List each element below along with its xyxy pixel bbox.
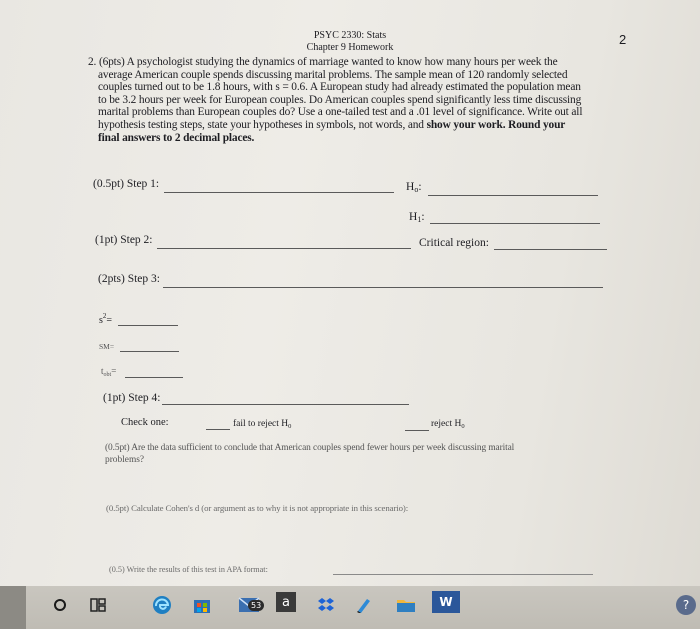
variance-label xyxy=(99,312,112,326)
t-obtained-label xyxy=(101,366,116,378)
critical-region-answer-line[interactable] xyxy=(494,249,607,250)
reject-subscript: 0 xyxy=(461,423,465,430)
start-corner xyxy=(0,586,26,629)
t-letter: t xyxy=(101,366,104,376)
h0-label: $H_o$: xyxy=(406,181,422,194)
problem-line-7-bold: final answers to 2 decimal places. xyxy=(98,131,255,144)
apa-answer-line[interactable] xyxy=(333,574,593,575)
search-icon[interactable] xyxy=(48,594,72,616)
step3-answer-line[interactable] xyxy=(163,287,603,288)
problem-line-4: to be 3.2 hours per week for European couples. Do American couples spend significantly less time discussing xyxy=(98,93,582,106)
problem-line-3: couples turned out to be 1.8 hours, with s = 0.6. A European study had already estimated the population mean xyxy=(98,81,581,94)
standard-error-label: SM= xyxy=(99,342,115,351)
problem-line-6-text: hypothesis testing steps, state your hypotheses in symbols, not words, and xyxy=(98,118,424,131)
help-icon[interactable]: ? xyxy=(676,595,696,615)
h0-answer-line[interactable] xyxy=(428,195,598,196)
file-explorer-icon[interactable] xyxy=(396,594,416,616)
t-obtained-answer-line[interactable] xyxy=(125,377,183,378)
edge-browser-icon[interactable] xyxy=(150,594,174,616)
course-title: PSYC 2330: Stats xyxy=(313,30,387,41)
mail-badge: 53 xyxy=(248,600,264,611)
step3-label: (2pts) Step 3: xyxy=(98,273,160,285)
page-number: 2 xyxy=(619,32,627,47)
h0-letter: H xyxy=(406,181,415,193)
app-a-icon[interactable]: a xyxy=(276,592,296,612)
problem-statement xyxy=(88,56,628,144)
h1-subscript: 1 xyxy=(417,215,422,224)
pen-icon[interactable] xyxy=(354,594,374,616)
h1-answer-line[interactable] xyxy=(430,223,600,224)
sufficient-question-line-1: (0.5pt) Are the data sufficient to conclude that American couples spend fewer hours per week discussing marital xyxy=(105,443,515,453)
reject-checkbox-line[interactable] xyxy=(405,430,429,431)
fail-to-reject-text: fail to reject H xyxy=(233,419,289,429)
t-equals: = xyxy=(111,366,117,376)
reject-text: reject H xyxy=(431,419,462,429)
problem-line-5: marital problems than European couples do? Use a one-tailed test and a .01 level of significance. Write out all xyxy=(98,106,583,119)
standard-error-answer-line[interactable] xyxy=(120,351,179,352)
variance-letter: s xyxy=(99,315,103,326)
h1-label: $H_1$: xyxy=(409,211,425,224)
check-one-label: Check one: xyxy=(121,417,169,428)
chapter-title: Chapter 9 Homework xyxy=(306,42,394,53)
variance-superscript: 2 xyxy=(102,312,107,320)
critical-region-label: Critical region: xyxy=(419,237,489,249)
fail-to-reject-checkbox-line[interactable] xyxy=(206,429,230,430)
problem-line-7 xyxy=(88,132,628,145)
sufficient-question-line-2: problems? xyxy=(105,455,145,465)
problem-line-6 xyxy=(88,119,628,132)
t-subscript: obt xyxy=(103,372,112,378)
step1-answer-line[interactable] xyxy=(164,192,394,193)
problem-line-2: average American couple spends discussing marital problems. The sample mean of 120 randomly selected xyxy=(98,68,568,81)
store-icon[interactable] xyxy=(190,594,214,616)
step2-answer-line[interactable] xyxy=(157,248,411,249)
dropbox-icon[interactable] xyxy=(316,594,336,616)
word-icon[interactable]: W xyxy=(432,591,460,613)
variance-equals: = xyxy=(106,315,113,326)
cohens-d-question: (0.5pt) Calculate Cohen's d (or argument as to why it is not appropriate in this scenario): xyxy=(106,503,409,513)
reject-option xyxy=(431,419,465,430)
mail-icon[interactable] xyxy=(232,594,266,616)
h0-subscript: o xyxy=(414,185,419,194)
taskbar xyxy=(0,586,700,629)
problem-line-1: 2. (6pts) A psychologist studying the dynamics of marriage wanted to know how many hours per week the xyxy=(88,56,558,68)
fail-to-reject-option xyxy=(233,419,291,430)
step2-label: (1pt) Step 2: xyxy=(95,234,153,246)
h1-letter: H xyxy=(409,211,418,223)
step1-label: (0.5pt) Step 1: xyxy=(93,178,160,190)
task-view-icon[interactable] xyxy=(86,594,110,616)
problem-line-6-bold: show your work. Round your xyxy=(426,118,566,131)
apa-format-question: (0.5) Write the results of this test in APA format: xyxy=(109,565,268,574)
step4-answer-line[interactable] xyxy=(162,404,409,405)
fail-to-reject-subscript: 0 xyxy=(288,423,292,430)
variance-answer-line[interactable] xyxy=(118,325,178,326)
step4-label: (1pt) Step 4: xyxy=(103,392,161,404)
